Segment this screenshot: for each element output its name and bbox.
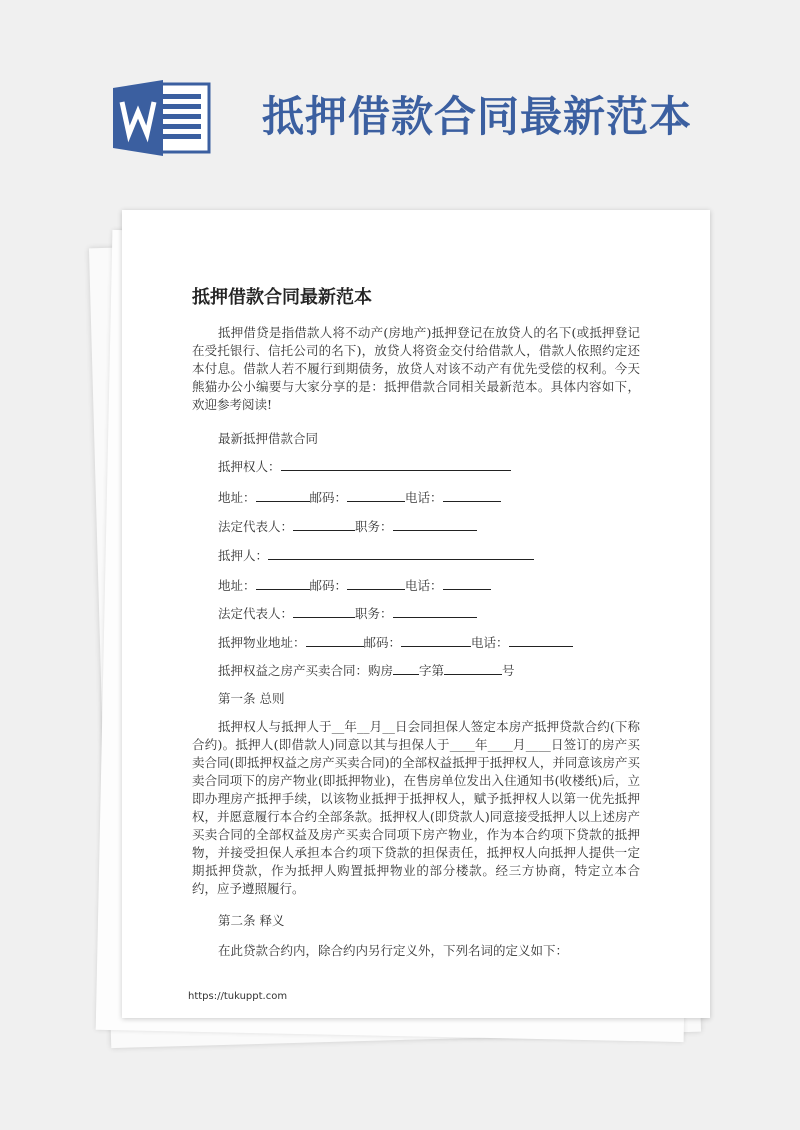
phone-label: 电话： [471,635,509,650]
mortgagor-blank[interactable] [268,547,534,560]
postcode-blank[interactable] [401,634,471,647]
article1-title: 第一条 总则 [218,691,285,706]
article2-title: 第二条 释义 [218,913,285,928]
document-title: 抵押借款合同最新范本 [192,287,372,308]
contract-heading: 最新抵押借款合同 [218,431,319,446]
phone-label: 电话： [405,490,443,505]
word-doc-icon [113,80,213,156]
phone-blank[interactable] [443,577,491,590]
position-label: 职务： [355,519,393,534]
zi-di-label: 字第 [419,663,445,678]
legal-rep-blank[interactable] [293,518,355,531]
position-blank[interactable] [393,605,477,618]
legal-rep-label: 法定代表人： [218,606,294,621]
address-blank[interactable] [256,489,310,502]
address-line-1 [218,489,501,507]
intro-paragraph: 抵押借贷是指借款人将不动产(房地产)抵押登记在放贷人的名下(或抵押登记在受托银行、信托公司的名下)，放贷人将资金交付给借款人，借款人依照约定还本付息。借款人若不履行到期债务，放贷人对该不动产有优先受偿的权利。今天熊猫办公小编要与大家分享的是：抵押借款合同相关最新范本。具体内容如下，欢迎参考阅读! [192,325,640,412]
footer-url: https://tukuppt.com [188,991,288,1002]
article1-body: 抵押权人与抵押人于__年__月__日会同担保人签定本房产抵押贷款合约(下称合约)。抵押人(即借款人)同意以其与担保人于____年____月____日签订的房产买卖合同(即抵押权益之房产买卖合同)的全部权益抵押于抵押权人，并同意该房产买卖合同项下的房产物业(即抵押物业)，在售房单位发出入住通知书(收楼纸)后，立即办理房产抵押手续，以该物业抵押于抵押权人，赋予抵押权人以第一优先抵押权，并愿意履行本合约全部条款。抵押权人(即贷款人)同意接受抵押人以上述房产买卖合同的全部权益及房产买卖合同项下房产物业，作为本合约项下贷款的抵押物，并接受担保人承担本合约项下贷款的担保责任，抵押权人向抵押人提供一定期抵押贷款，作为抵押人购置抵押物业的部分楼款。经三方协商，特定立本合约，应予遵照履行。 [192,719,640,896]
position-label: 职务： [355,606,393,621]
mortgagor-line [218,547,534,565]
address-blank[interactable] [256,577,310,590]
property-address-label: 抵押物业地址： [218,635,306,650]
banner-title: 抵押借款合同最新范本 [262,92,693,141]
mortgagee-line [218,458,511,476]
hao-label: 号 [502,663,515,678]
purchase-contract-line [218,662,515,680]
mortgagee-blank[interactable] [281,458,511,471]
address-label: 地址： [218,578,256,593]
postcode-label: 邮码： [309,490,348,505]
mortgagor-label: 抵押人： [218,548,269,563]
postcode-label: 邮码： [309,578,348,593]
postcode-blank[interactable] [347,489,405,502]
address-line-2 [218,577,491,595]
mortgagee-label: 抵押权人： [218,459,281,474]
phone-blank[interactable] [443,489,501,502]
legal-rep-label: 法定代表人： [218,519,294,534]
article2-body: 在此贷款合约内，除合约内另行定义外，下列名词的定义如下： [218,943,569,958]
property-address-line [218,634,573,652]
postcode-blank[interactable] [347,577,405,590]
position-blank[interactable] [393,518,477,531]
legal-rep-line-1 [218,518,477,536]
phone-blank[interactable] [509,634,573,647]
address-label: 地址： [218,490,256,505]
phone-label: 电话： [405,578,443,593]
legal-rep-blank[interactable] [293,605,355,618]
postcode-label: 邮码： [363,635,402,650]
legal-rep-line-2 [218,605,477,623]
property-address-blank[interactable] [306,634,364,647]
document-page [122,210,710,1018]
purchase-number-blank[interactable] [444,662,502,675]
purchase-contract-label: 抵押权益之房产买卖合同：购房 [218,663,394,678]
purchase-prefix-blank[interactable] [393,662,419,675]
